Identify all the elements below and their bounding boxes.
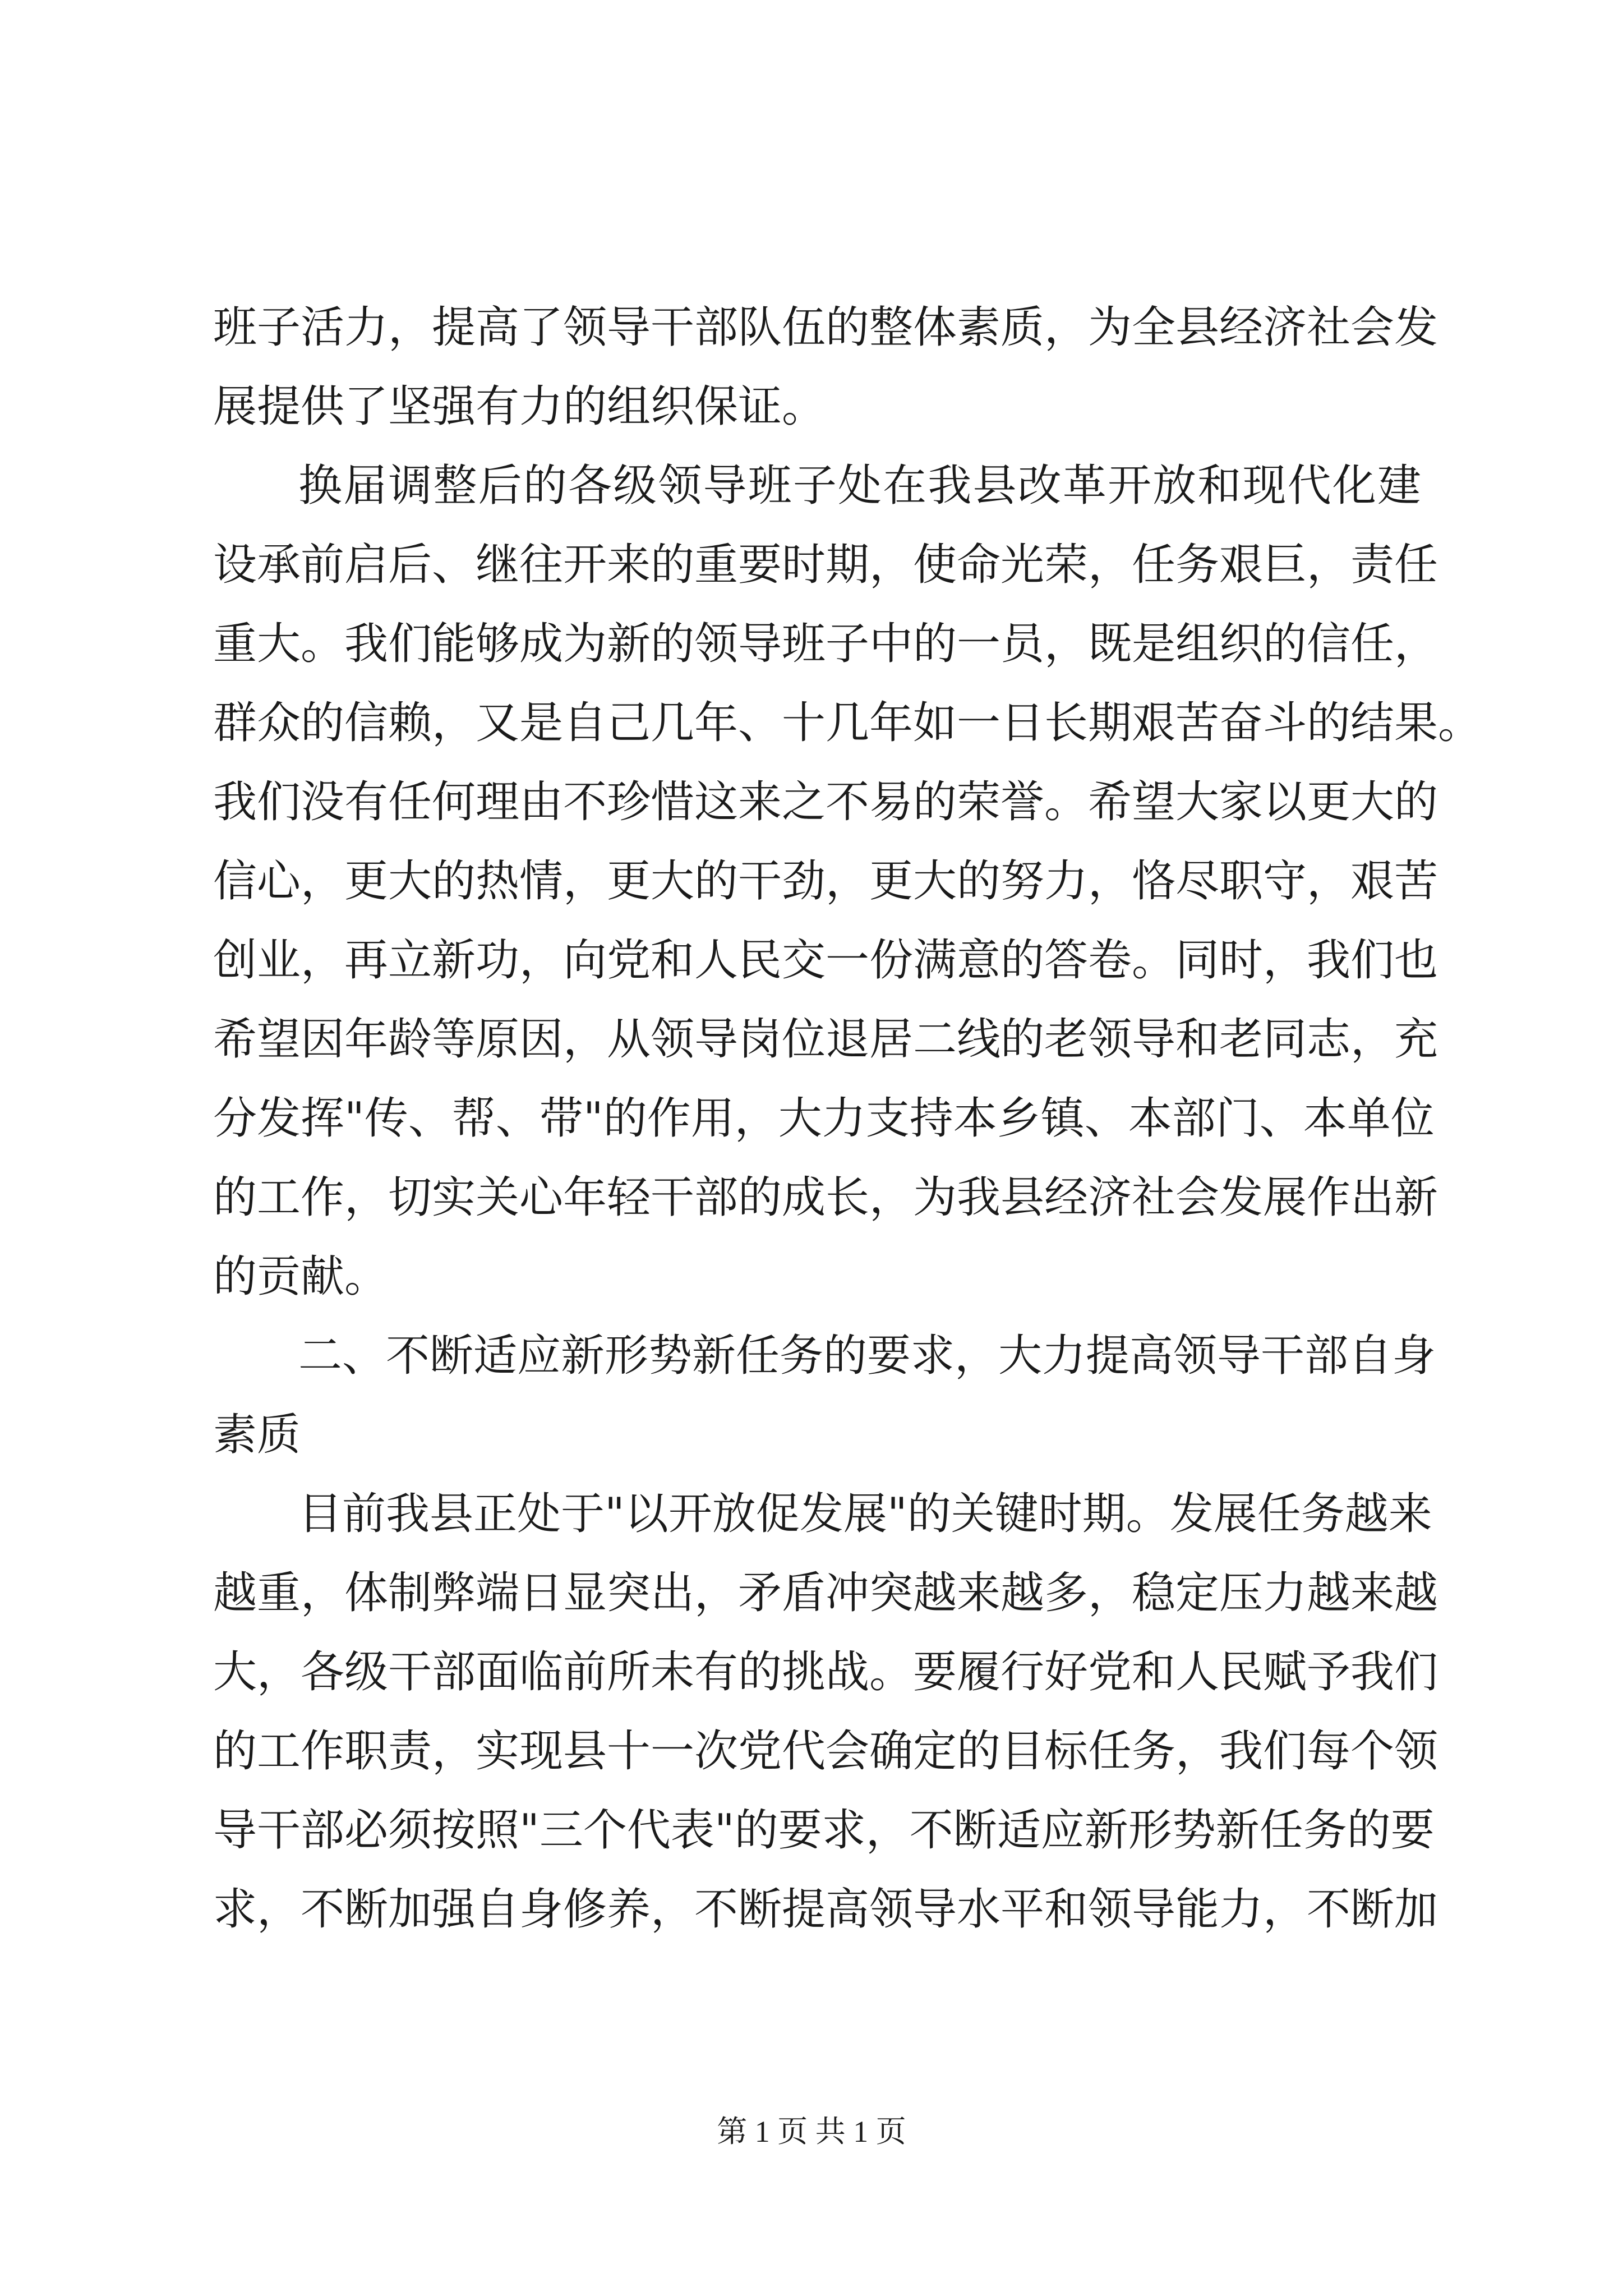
text-line-8: 信心，更大的热情，更大的干劲，更大的努力，恪尽职守，艰苦 [213, 856, 1438, 907]
text-line-1: 班子活力，提高了领导干部队伍的整体素质，为全县经济社会发 [213, 302, 1438, 353]
text-line-21: 求，不断加强自身修养，不断提高领导水平和领导能力，不断加 [213, 1884, 1438, 1935]
text-line-3: 换届调整后的各级领导班子处在我县改革开放和现代化建 [298, 461, 1421, 511]
text-line-9: 创业，再立新功，向党和人民交一份满意的答卷。同时，我们也 [213, 935, 1438, 986]
page-number-footer: 第 1 页 共 1 页 [717, 2115, 906, 2148]
section-heading-line-2: 素质 [213, 1410, 301, 1460]
text-line-2: 展提供了坚强有力的组织保证。 [213, 381, 826, 432]
text-line-20: 导干部必须按照"三个代表"的要求，不断适应新形势新任务的要 [213, 1805, 1435, 1856]
text-line-16: 目前我县正处于"以开放促发展"的关键时期。发展任务越来 [298, 1489, 1432, 1539]
text-line-7: 我们没有任何理由不珍惜这来之不易的荣誉。希望大家以更大的 [213, 777, 1438, 827]
text-line-6: 群众的信赖，又是自己几年、十几年如一日长期艰苦奋斗的结果。 [213, 698, 1482, 748]
text-line-17: 越重，体制弊端日显突出，矛盾冲突越来越多，稳定压力越来越 [213, 1568, 1438, 1618]
text-line-11: 分发挥"传、帮、带"的作用，大力支持本乡镇、本部门、本单位 [213, 1093, 1435, 1144]
text-line-10: 希望因年龄等原因，从领导岗位退居二线的老领导和老同志，充 [213, 1014, 1438, 1065]
text-line-13: 的贡献。 [213, 1251, 389, 1302]
text-line-5: 重大。我们能够成为新的领导班子中的一员，既是组织的信任， [213, 619, 1438, 669]
text-line-12: 的工作，切实关心年轻干部的成长，为我县经济社会发展作出新 [213, 1172, 1438, 1223]
text-line-4: 设承前启后、继往开来的重要时期，使命光荣，任务艰巨，责任 [213, 540, 1438, 590]
section-heading-line-1: 二、不断适应新形势新任务的要求，大力提高领导干部自身 [298, 1331, 1436, 1381]
text-line-18: 大，各级干部面临前所未有的挑战。要履行好党和人民赋予我们 [213, 1647, 1438, 1697]
text-line-19: 的工作职责，实现县十一次党代会确定的目标任务，我们每个领 [213, 1726, 1438, 1777]
